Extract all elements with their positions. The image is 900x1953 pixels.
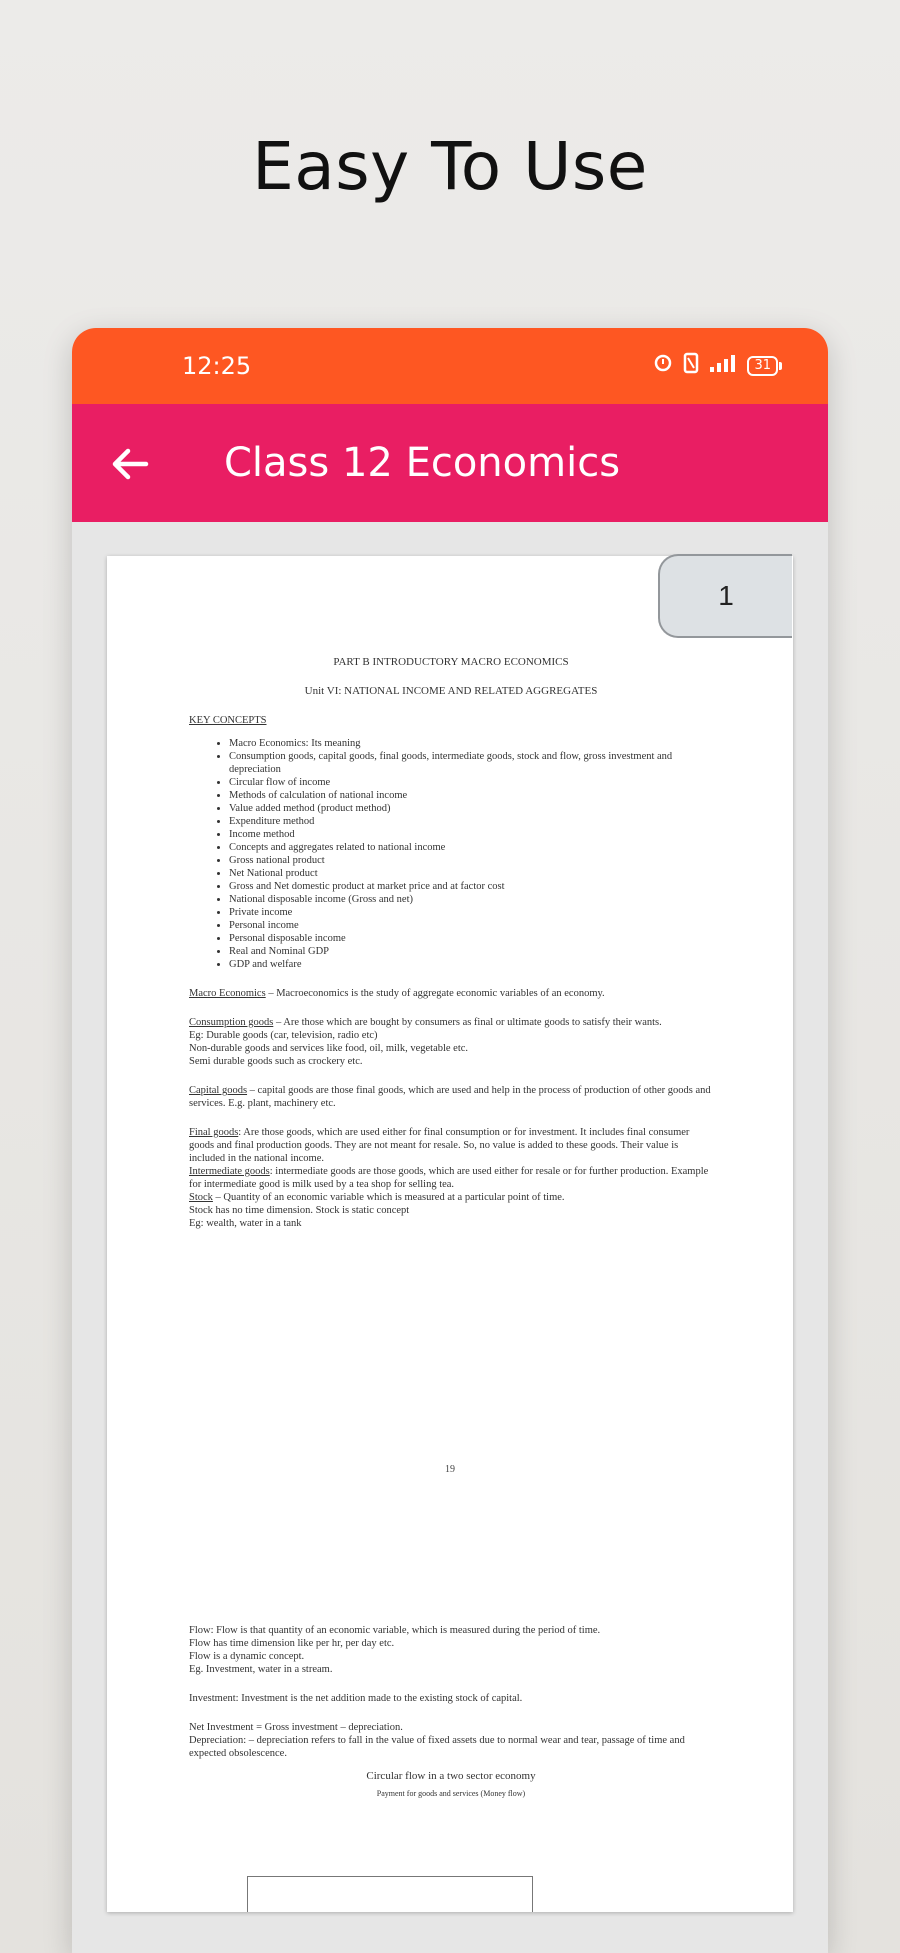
- consumption-eg3: Semi durable goods such as crockery etc.: [189, 1056, 363, 1067]
- net-investment-def: = Gross investment – depreciation.: [253, 1722, 403, 1733]
- macro-term: Macro Economics: [189, 988, 266, 999]
- capital-term: Capital goods: [189, 1085, 248, 1096]
- alarm-icon: [653, 353, 673, 378]
- status-time: 12:25: [182, 352, 252, 380]
- list-item: • Gross and Net domestic product at market price and at factor cost: [229, 880, 713, 893]
- macro-def: – Macroeconomics is the study of aggregate economic variables of an economy.: [265, 988, 605, 999]
- stock-line-2: Stock has no time dimension. Stock is static concept: [189, 1205, 410, 1216]
- consumption-eg1: Eg: Durable goods (car, television, radio etc): [189, 1030, 378, 1041]
- signal-icon: [709, 353, 737, 378]
- back-arrow-icon[interactable]: [108, 442, 152, 486]
- doc-title-2: Unit VI: NATIONAL INCOME AND RELATED AGGREGATES: [304, 685, 598, 697]
- flow-def: : Flow is that quantity of an economic variable, which is measured during the period of time.: [210, 1625, 601, 1636]
- investment-def: : Investment is the net addition made to the existing stock of capital.: [235, 1693, 523, 1704]
- list-item: • GDP and welfare: [229, 958, 713, 971]
- doc-title-1: PART B INTRODUCTORY MACRO ECONOMICS: [333, 656, 569, 668]
- status-icons: [653, 352, 782, 379]
- pdf-page[interactable]: [107, 556, 793, 1912]
- final-term: Final goods: [189, 1127, 239, 1138]
- battery-icon: [747, 356, 782, 376]
- list-item: • Value added method (product method): [229, 802, 713, 815]
- investment-paragraph: [189, 1692, 713, 1705]
- phone-frame: [72, 328, 828, 1953]
- macro-paragraph: [189, 987, 713, 1000]
- net-investment-paragraph: [189, 1721, 713, 1760]
- app-title: Class 12 Economics: [224, 440, 621, 486]
- page-indicator[interactable]: 1: [658, 554, 792, 638]
- flow-term: Flow: [189, 1625, 211, 1636]
- status-bar: [72, 328, 828, 404]
- list-item: • Expenditure method: [229, 815, 713, 828]
- intermediate-def: : intermediate goods are those goods, which are used either for resale or for further production. Example for intermediate good is milk used by a tea shop for selling tea.: [189, 1166, 709, 1190]
- stock-line-3: Eg: wealth, water in a tank: [189, 1218, 302, 1229]
- list-item: • Gross national product: [229, 854, 713, 867]
- list-item: • Net National product: [229, 867, 713, 880]
- app-bar: [72, 404, 828, 522]
- consumption-def: – Are those which are bought by consumers as final or ultimate goods to satisfy their wants.: [273, 1017, 662, 1028]
- headline: Easy To Use: [252, 128, 648, 205]
- flow-line-2: Flow has time dimension like per hr, per day etc.: [189, 1638, 395, 1649]
- consumption-term: Consumption goods: [189, 1017, 274, 1028]
- concept-list: [189, 737, 713, 971]
- final-def: : Are those goods, which are used either for final consumption or for investment. It includes final consumer goods and final production goods. They are not meant for resale. So, no value is added to these goods. Their value is included in the national income.: [189, 1127, 690, 1164]
- final-paragraph: [189, 1126, 713, 1230]
- investment-term: Investment: [189, 1693, 236, 1704]
- document-body-continued: [189, 1624, 713, 1799]
- diagram-caption: Payment for goods and services (Money flow): [376, 1789, 526, 1798]
- stock-def: – Quantity of an economic variable which is measured at a particular point of time.: [212, 1192, 565, 1203]
- list-item: • National disposable income (Gross and net): [229, 893, 713, 906]
- list-item: • Methods of calculation of national income: [229, 789, 713, 802]
- flow-paragraph: [189, 1624, 713, 1676]
- net-investment-term: Net Investment: [189, 1722, 254, 1733]
- consumption-eg2: Non-durable goods and services like food, oil, milk, vegetable etc.: [189, 1043, 469, 1054]
- stock-term: Stock: [189, 1192, 213, 1203]
- key-concepts-heading: KEY CONCEPTS: [189, 715, 267, 726]
- battery-level: 31: [747, 356, 778, 376]
- flow-line-4: Eg. Investment, water in a stream.: [189, 1664, 333, 1675]
- consumption-paragraph: [189, 1016, 713, 1068]
- depreciation-def: : – depreciation refers to fall in the value of fixed assets due to normal wear and tear, passage of time and expected obsolescence.: [189, 1735, 685, 1759]
- list-item: • Consumption goods, capital goods, final goods, intermediate goods, stock and flow, gross investment and depreciation: [229, 750, 713, 776]
- diagram-box: [247, 1876, 533, 1912]
- nfc-icon: [683, 352, 699, 379]
- list-item: • Personal disposable income: [229, 932, 713, 945]
- document-body: [189, 656, 713, 1230]
- intermediate-term: Intermediate goods: [189, 1166, 270, 1177]
- list-item: • Circular flow of income: [229, 776, 713, 789]
- list-item: • Real and Nominal GDP: [229, 945, 713, 958]
- list-item: • Macro Economics: Its meaning: [229, 737, 713, 750]
- page-number: 19: [445, 1464, 455, 1475]
- depreciation-term: Depreciation: [189, 1735, 244, 1746]
- list-item: • Private income: [229, 906, 713, 919]
- capital-paragraph: [189, 1084, 713, 1110]
- flow-line-3: Flow is a dynamic concept.: [189, 1651, 305, 1662]
- list-item: • Income method: [229, 828, 713, 841]
- capital-def: – capital goods are those final goods, which are used and help in the process of production of other goods and services. E.g. plant, machinery etc.: [189, 1085, 711, 1109]
- list-item: • Concepts and aggregates related to national income: [229, 841, 713, 854]
- list-item: • Personal income: [229, 919, 713, 932]
- circular-flow-title: Circular flow in a two sector economy: [366, 1770, 536, 1782]
